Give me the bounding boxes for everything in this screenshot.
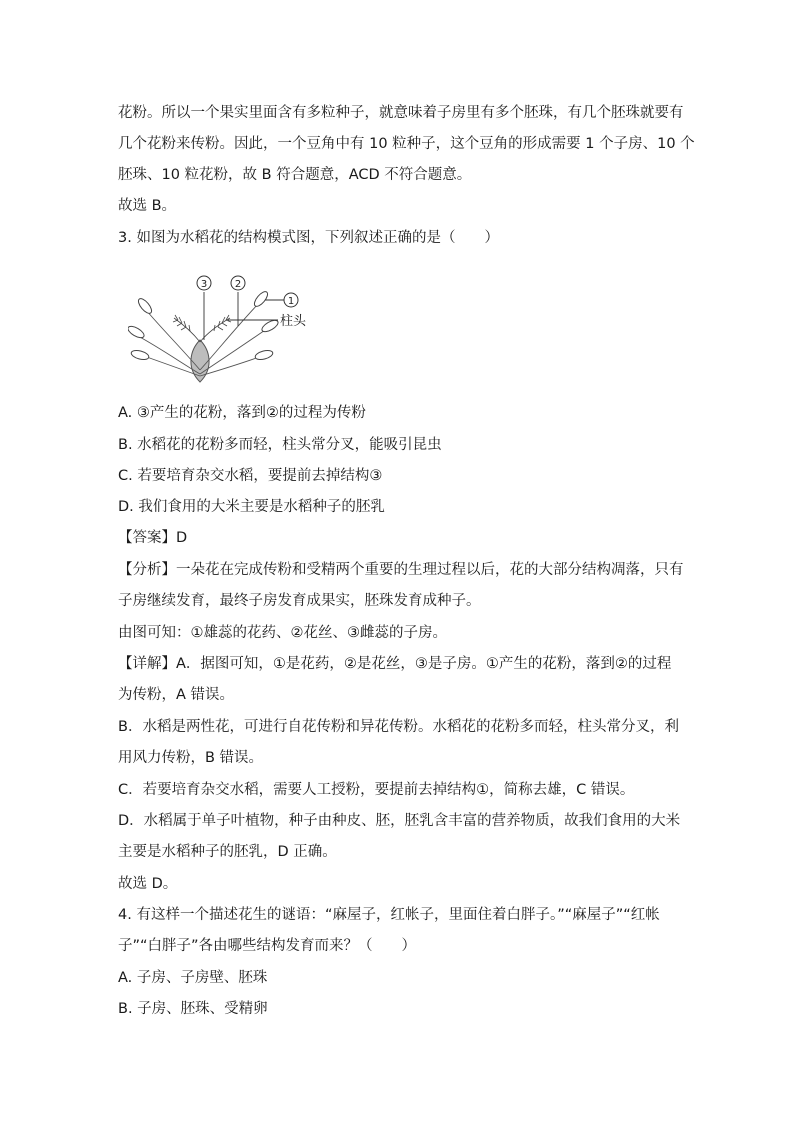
svg-text:1: 1 — [287, 296, 295, 307]
figure-note: 由图可知：①雄蕊的花药、②花丝、③雌蕊的子房。 — [118, 625, 447, 641]
detail-line-2: 为传粉，A 错误。 — [118, 687, 235, 703]
analysis-line-2: 子房继续发育，最终子房发育成果实，胚珠发育成种子。 — [118, 593, 481, 609]
text-line-1: 几个花粉来传粉。因此，一个豆角中有 10 粒种子，这个豆角的形成需要 1 个子房、10 个 — [118, 136, 695, 152]
option-b: B. 水稻花的花粉多而轻，柱头常分叉，能吸引昆虫 — [118, 437, 442, 453]
answer-line: 【答案】D — [118, 530, 188, 546]
question-4-line-1: 4. 有这样一个描述花生的谜语：“麻屋子，红帐子，里面住着白胖子。”“麻屋子”“红帐 — [118, 907, 660, 923]
text-line-0: 花粉。所以一个果实里面含有多粒种子，就意味着子房里有多个胚珠，有几个胚珠就要有 — [118, 105, 684, 121]
label-stigma: 柱头 — [280, 314, 307, 329]
detail-line-4: 用风力传粉，B 错误。 — [118, 750, 264, 766]
q4-option-a: A. 子房、子房壁、胚珠 — [118, 970, 268, 986]
question-3: 3. 如图为水稻花的结构模式图，下列叙述正确的是（ ） — [118, 230, 499, 246]
detail-line-3: B．水稻是两性花，可进行自花传粉和异花传粉。水稻花的花粉多而轻，柱头常分叉，利 — [118, 719, 679, 735]
rice-flower-diagram — [128, 270, 328, 385]
option-c: C. 若要培育杂交水稻，要提前去掉结构③ — [118, 468, 383, 484]
svg-text:2: 2 — [234, 279, 242, 290]
option-a: A. ③产生的花粉，落到②的过程为传粉 — [118, 405, 366, 421]
detail-line-6: D．水稻属于单子叶植物，种子由种皮、胚，胚乳含丰富的营养物质，故我们食用的大米 — [118, 813, 681, 829]
detail-line-5: C．若要培育杂交水稻，需要人工授粉，要提前去掉结构①，简称去雄，C 错误。 — [118, 782, 635, 798]
analysis-line-1: 【分析】一朵花在完成传粉和受精两个重要的生理过程以后，花的大部分结构凋落，只有 — [118, 562, 684, 578]
label-3-circle — [197, 276, 211, 290]
q4-option-b: B. 子房、胚珠、受精卵 — [118, 1001, 268, 1017]
option-d: D. 我们食用的大米主要是水稻种子的胚乳 — [118, 499, 385, 515]
text-line-2: 胚珠、10 粒花粉，故 B 符合题意，ACD 不符合题意。 — [118, 167, 472, 183]
stigma-shape — [173, 315, 231, 342]
detail-line-1: 【详解】A．据图可知，①是花药，②是花丝，③是子房。①产生的花粉，落到②的过程 — [118, 656, 672, 672]
detail-line-7: 主要是水稻种子的胚乳，D 正确。 — [118, 844, 337, 860]
question-4-line-2: 子”“白胖子”各由哪些结构发育而来？（ ） — [118, 938, 417, 954]
svg-text:3: 3 — [200, 279, 208, 290]
label-2-circle — [231, 276, 245, 290]
conclusion-line: 故选 D。 — [118, 876, 178, 892]
label-1-circle — [284, 293, 298, 307]
text-line-3: 故选 B。 — [118, 198, 177, 214]
